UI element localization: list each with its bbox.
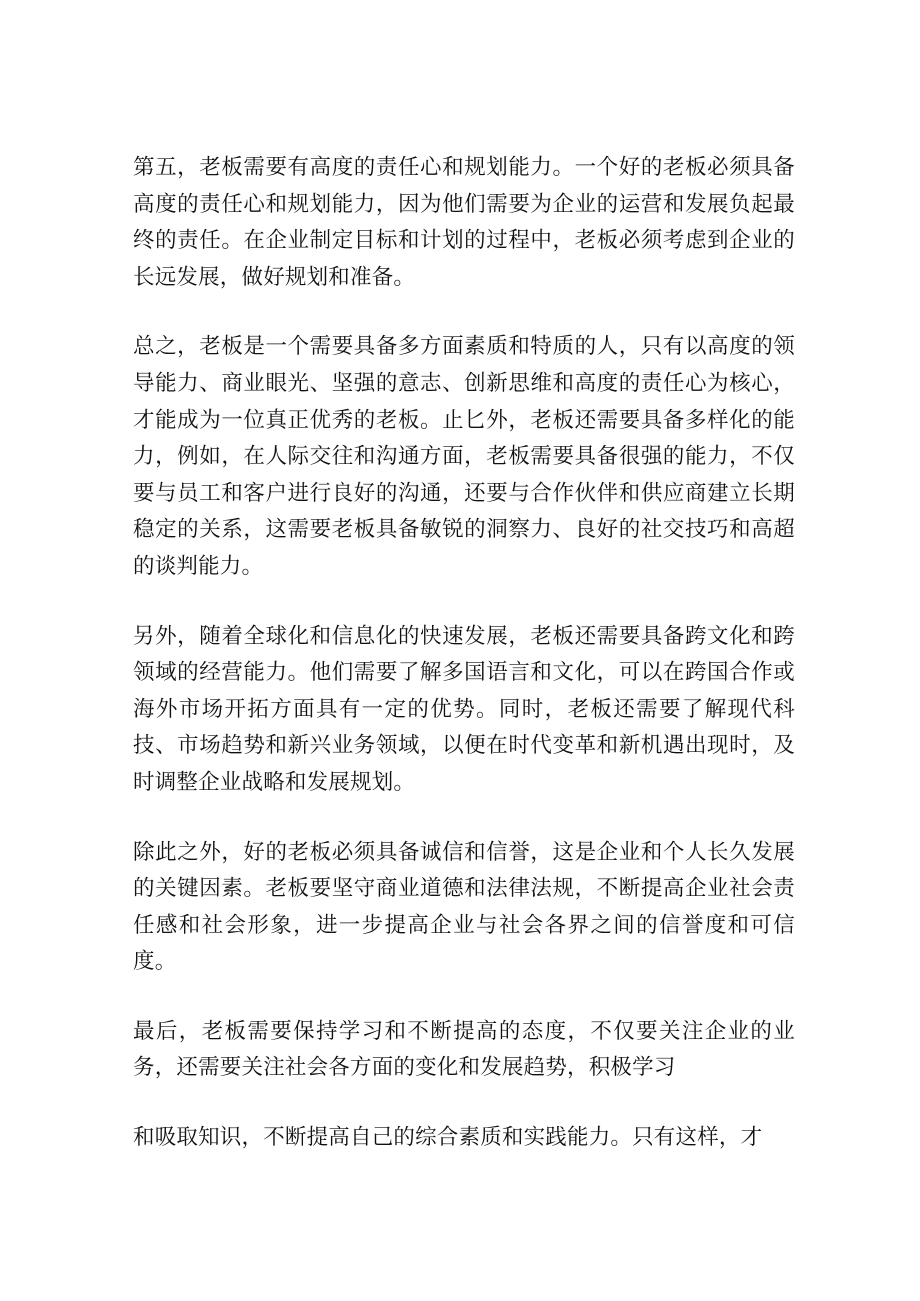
paragraph-continuation: 和吸取知识，不断提高自己的综合素质和实践能力。只有这样，才 (133, 1125, 763, 1151)
paragraph-responsibility: 第五，老板需要有高度的责任心和规划能力。一个好的老板必须具备高度的责任心和规划能力，因为他们需要为企业的运营和发展负起最终的责任。在企业制定目标和计划的过程中，老板必须考虑到企业的长远发展，做好规划和准备。 (133, 155, 795, 290)
paragraph-learning: 最后，老板需要保持学习和不断提高的态度，不仅要关注企业的业务，还需要关注社会各方面的变化和发展趋势，积极学习 (133, 1018, 795, 1081)
document-page (133, 150, 795, 1190)
paragraph-summary: 总之，老板是一个需要具备多方面素质和特质的人，只有以高度的领导能力、商业眼光、坚强的意志、创新思维和高度的责任心为核心，才能成为一位真正优秀的老板。止匕外，老板还需要具备多样化的能力，例如，在人际交往和沟通方面，老板需要具备很强的能力，不仅要与员工和客户进行良好的沟通，还要与合作伙伴和供应商建立长期稳定的关系，这需要老板具备敏锐的洞察力、良好的社交技巧和高超的谈判能力。 (133, 334, 795, 579)
paragraph-integrity: 除此之外，好的老板必须具备诚信和信誉，这是企业和个人长久发展的关键因素。老板要坚守商业道德和法律法规，不断提高企业社会责任感和社会形象，进一步提高企业与社会各界之间的信誉度和可信度。 (133, 839, 795, 975)
paragraph-globalization: 另外，随着全球化和信息化的快速发展，老板还需要具备跨文化和跨领域的经营能力。他们需要了解多国语言和文化，可以在跨国合作或海外市场开拓方面具有一定的优势。同时，老板还需要了解现代科技、市场趋势和新兴业务领域，以便在时代变革和新机遇出现时，及时调整企业战略和发展规划。 (133, 623, 795, 795)
